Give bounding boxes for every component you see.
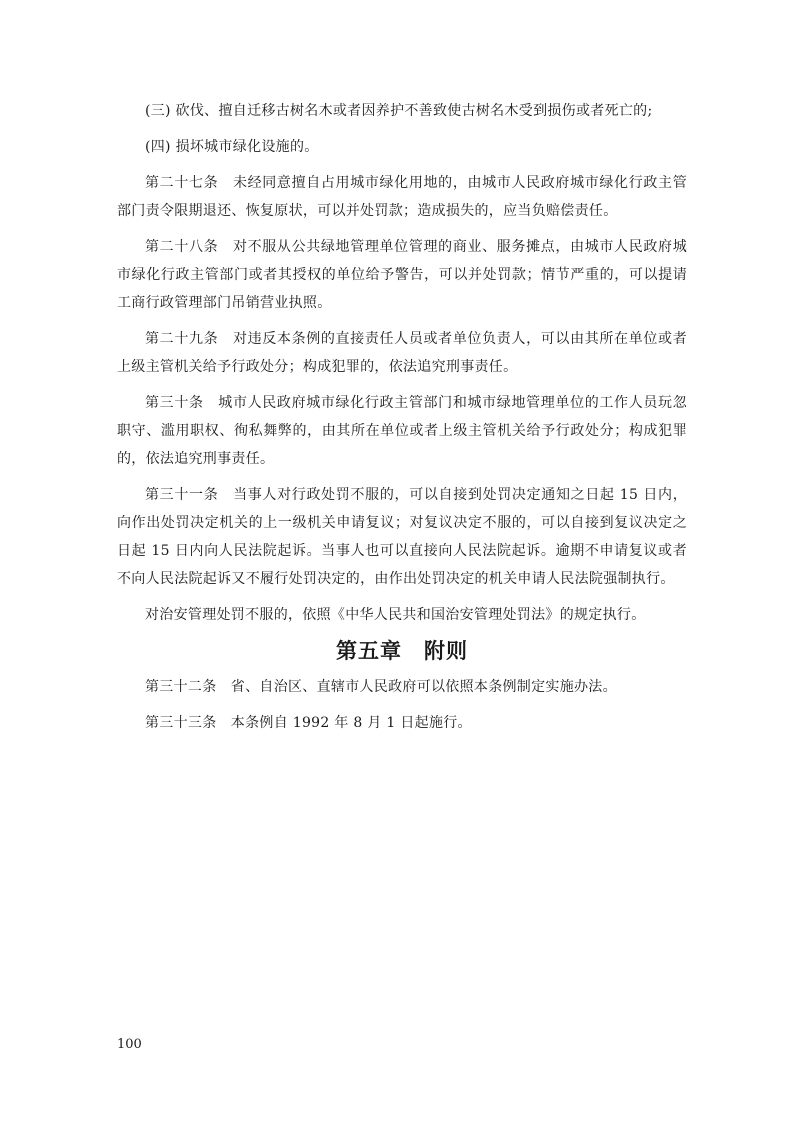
article-31-supplement: 对治安管理处罚不服的，依照《中华人民共和国治安管理处罚法》的规定执行。	[145, 607, 646, 623]
article-29: 第二十九条 对违反本条例的直接责任人员或者单位负责人，可以由其所在单位或者上级主管机关给予行政处分；构成犯罪的，依法追究刑事责任。	[117, 331, 687, 375]
chapter-title: 第五章 附则	[336, 638, 468, 663]
document-body	[117, 97, 687, 745]
article-27: 第二十七条 未经同意擅自占用城市绿化用地的，由城市人民政府城市绿化行政主管部门责令限期退还、恢复原状，可以并处罚款；造成损失的，应当负赔偿责任。	[117, 175, 687, 219]
article-30: 第三十条 城市人民政府城市绿化行政主管部门和城市绿地管理单位的工作人员玩忽职守、滥用职权、徇私舞弊的，由其所在单位或者上级主管机关给予行政处分；构成犯罪的，依法追究刑事责任。	[117, 395, 687, 467]
article-28: 第二十八条 对不服从公共绿地管理单位管理的商业、服务摊点，由城市人民政府城市绿化行政主管部门或者其授权的单位给予警告，可以并处罚款；情节严重的，可以提请工商行政管理部门吊销营业执照。	[117, 239, 687, 311]
paragraph-item-4: (四) 损坏城市绿化设施的。	[145, 139, 319, 155]
article-32: 第三十二条 省、自治区、直辖市人民政府可以依照本条例制定实施办法。	[145, 679, 617, 695]
page-number: 100	[117, 1037, 142, 1052]
paragraph-item-3: (三) 砍伐、擅自迁移古树名木或者因养护不善致使古树名木受到损伤或者死亡的;	[145, 103, 653, 119]
article-33: 第三十三条 本条例自 1992 年 8 月 1 日起施行。	[145, 715, 472, 731]
article-31: 第三十一条 当事人对行政处罚不服的，可以自接到处罚决定通知之日起 15 日内，向作出处罚决定机关的上一级机关申请复议；对复议决定不服的，可以自接到复议决定之日起 15 日内向人民法院起诉。当事人也可以直接向人民法院起诉。逾期不申请复议或者不向人民法院起诉又不履行处罚决定的，由作出处罚决定的机关申请人民法院强制执行。	[117, 487, 687, 587]
